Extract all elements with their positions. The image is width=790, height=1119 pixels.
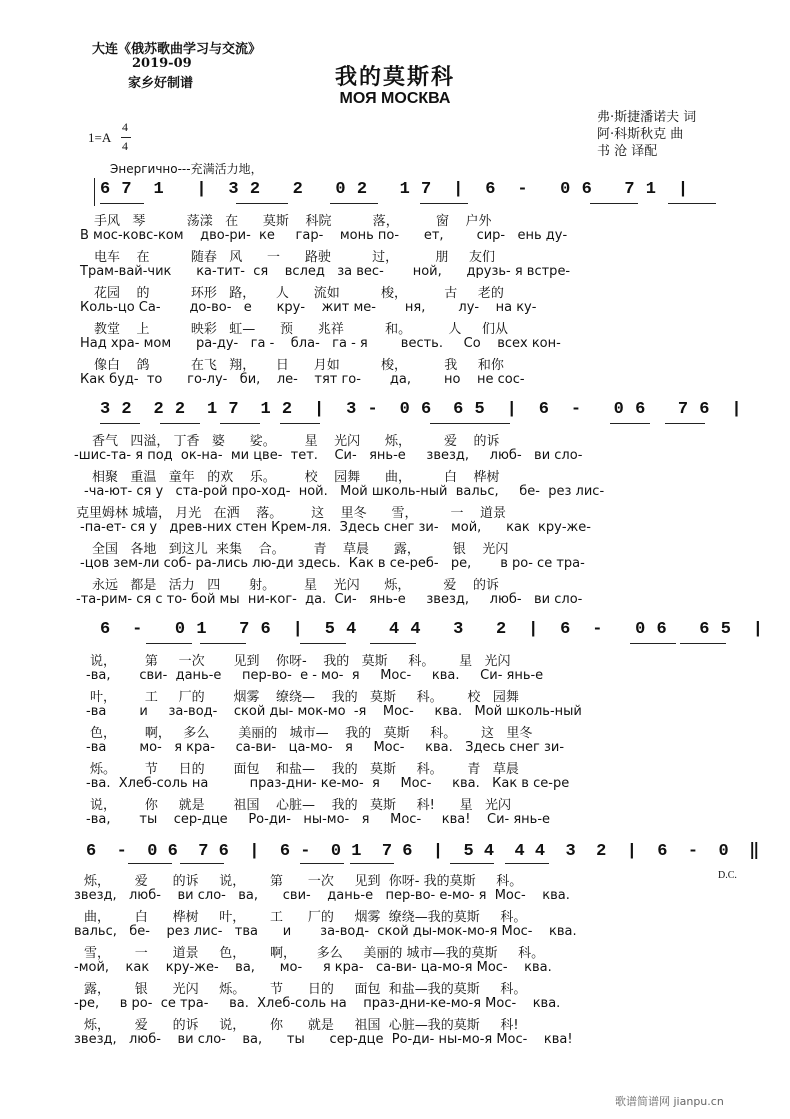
lyric-line: звезд, люб- ви сло- ва, сви- дань-е пер-во- е-мо- я Мос- ква. xyxy=(74,888,570,903)
lyric-line: -мой, как кру-же- ва, мо- я кра- са-ви- ца-мо-я Мос- ква. xyxy=(74,960,552,975)
lyric-line: -па-ет- ся у древ-них стен Крем-ля. Здесь снег зи- мой, как кру-же- xyxy=(80,520,591,535)
lyric-line: Трам-вай-чик ка-тит- ся вслед за вес- ной, друзь- я встре- xyxy=(80,264,571,279)
lyric-line: 香气 四溢， 丁香 婆 娑。 星 光闪 烁， 爱 的诉 xyxy=(92,434,500,449)
beam-line xyxy=(330,203,378,204)
lyric-line: 花园 的 环形 路， 人 流如 梭， 古 老的 xyxy=(94,286,504,301)
lyric-line: 相聚 重温 童年 的欢 乐。 校 园舞 曲， 白 桦树 xyxy=(92,470,500,485)
lyric-line: 叶， 工 厂的 烟雾 缭绕— 我的 莫斯 科。 校 园舞 xyxy=(90,690,519,705)
beam-line xyxy=(280,423,320,424)
lyric-line: -шис-та- я под ок-на- ми цве- тет. Си- янь-е звезд, люб- ви сло- xyxy=(74,448,583,463)
lyric-line: 永远 都是 活力 四 射。 星 光闪 烁， 爱 的诉 xyxy=(92,578,499,593)
beam-line xyxy=(680,643,726,644)
lyric-line: 烁， 爱 的诉 说， 第 一次 见到 你呀- 我的莫斯 科。 xyxy=(84,874,523,889)
credit-music: 阿·科斯秋克 曲 xyxy=(597,127,684,142)
beam-line xyxy=(668,203,716,204)
beam-line xyxy=(420,203,468,204)
lyric-line: -ва мо- я кра- са-ви- ца-мо- я Мос- ква. Здесь снег зи- xyxy=(86,740,565,755)
notes-row: 3 2 2 2 1 7 1 2 | 3 - 0 6 6 5 | 6 - 0 6 7 6 | xyxy=(100,400,743,419)
beam-line xyxy=(350,863,394,864)
beam-line xyxy=(160,423,200,424)
lyric-line: звезд, люб- ви сло- ва, ты сер-дце Ро-ди- ны-мо-я Мос- ква! xyxy=(74,1032,573,1047)
lyric-line: 电车 在 随春 风 一 路驶 过， 朋 友们 xyxy=(94,250,496,265)
beam-line xyxy=(220,423,260,424)
beam-line xyxy=(236,203,288,204)
lyric-line: -ва, сви- дань-е пер-во- е - мо- я Мос- ква. Си- янь-е xyxy=(86,668,544,683)
lyric-line: 曲， 白 桦树 叶， 工 厂的 烟雾 缭绕—我的莫斯 科。 xyxy=(84,910,527,925)
lyric-line: 色， 啊， 多么 美丽的 城市— 我的 莫斯 科。 这 里冬 xyxy=(90,726,533,741)
lyric-line: 教堂 上 映彩 虹— 预 兆祥 和。 人 们从 xyxy=(94,322,509,337)
lyric-line: 克里姆林 城墙， 月光 在洒 落。 这 里冬 雪， 一 道景 xyxy=(76,506,507,521)
lyric-line: -ва, ты сер-дце Ро-ди- ны-мо- я Мос- ква! Си- янь-е xyxy=(86,812,551,827)
beam-line xyxy=(200,643,246,644)
barline xyxy=(94,178,95,206)
beam-line xyxy=(450,863,494,864)
lyric-line: Как буд- то го-лу- би, ле- тят го- да, но не сос- xyxy=(80,372,525,387)
beam-line xyxy=(665,423,705,424)
beam-line xyxy=(430,423,470,424)
meter-top: 4 xyxy=(122,120,128,134)
beam-line xyxy=(300,643,346,644)
source-line1: 大连《俄苏歌曲学习与交流》 xyxy=(92,42,262,57)
lyric-line: вальс, бе- рез лис- тва и за-вод- ской ды-мок-мо-я Мос- ква. xyxy=(74,924,577,939)
lyric-line: Над хра- мом ра-ду- га - бла- га - я весть. Со всех кон- xyxy=(80,336,561,351)
lyric-line: 像白 鸽 在飞 翔， 日 月如 梭， 我 和你 xyxy=(94,358,504,373)
lyric-line: 雪， 一 道景 色， 啊， 多么 美丽的 城市—我的莫斯 科。 xyxy=(84,946,545,961)
beam-line xyxy=(146,643,192,644)
lyric-line: -ва и за-вод- ской ды- мок-мо -я Мос- ква. Мой школь-ный xyxy=(86,704,582,719)
beam-line xyxy=(100,423,140,424)
credit-translator: 书 沧 译配 xyxy=(597,144,658,159)
beam-line xyxy=(370,643,416,644)
lyric-line: 说， 你 就是 祖国 心脏— 我的 莫斯 科! 星 光闪 xyxy=(90,798,512,813)
beam-line xyxy=(610,423,650,424)
beam-line xyxy=(180,863,224,864)
meter-divider xyxy=(121,137,131,138)
beam-line xyxy=(590,203,638,204)
beam-line xyxy=(505,863,549,864)
watermark-footer: 歌谱简谱网 jianpu.cn xyxy=(615,1095,724,1108)
tempo-marking: Энергично---充满活力地， xyxy=(110,162,263,176)
lyric-line: -цов зем-ли соб- ра-лись лю-ди здесь. Как в се-реб- ре, в ро- се тра- xyxy=(80,556,585,571)
meter-bottom: 4 xyxy=(122,139,128,153)
source-line3: 家乡好制谱 xyxy=(128,76,194,91)
beam-line xyxy=(128,863,172,864)
lyric-line: 说， 第 一次 见到 你呀- 我的 莫斯 科。 星 光闪 xyxy=(90,654,511,669)
notes-row: 6 - 0 6 7 6 | 6 - 0 1 7 6 | 5 4 4 4 3 2 | 6 - 0 ‖ xyxy=(86,842,760,861)
lyric-line: -ча-ют- ся у ста-рой про-ход- ной. Мой школь-ный вальс, бе- рез лис- xyxy=(84,484,605,499)
notes-row: 6 7 1 | 3 2 2 0 2 1 7 | 6 - 0 6 7 1 | xyxy=(100,180,689,199)
lyric-line: 烁， 爱 的诉 说， 你 就是 祖国 心脏—我的莫斯 科! xyxy=(84,1018,519,1033)
source-line2: 2019-09 xyxy=(132,56,192,71)
notes-row: 6 - 0 1 7 6 | 5 4 4 4 3 2 | 6 - 0 6 6 5 | xyxy=(100,620,764,639)
page-title: 我的莫斯科 xyxy=(334,64,455,90)
da-capo-mark: D.C. xyxy=(718,870,737,881)
lyric-line: -ре, в ро- се тра- ва. Хлеб-соль на праз-дни-ке-мо-я Мос- ква. xyxy=(74,996,561,1011)
lyric-line: 手风 琴 荡漾 在 莫斯 科院 落， 窗 户外 xyxy=(94,214,492,229)
lyric-line: Коль-цо Са- до-во- е кру- жит ме- ня, лу- на ку- xyxy=(80,300,537,315)
lyric-line: 露， 银 光闪 烁。 节 日的 面包 和盐—我的莫斯 科。 xyxy=(84,982,527,997)
lyric-line: -та-рим- ся с то- бой мы ни-ког- да. Си- янь-е звезд, люб- ви сло- xyxy=(76,592,583,607)
credit-lyrics: 弗·斯捷潘诺夫 词 xyxy=(597,110,697,125)
beam-line xyxy=(630,643,676,644)
lyric-line: В мос-ковс-ком дво-ри- ке гар- монь по- ет, сир- ень ду- xyxy=(80,228,568,243)
beam-line xyxy=(470,423,510,424)
lyric-line: -ва. Хлеб-соль на праз-дни- ке-мо- я Мос- ква. Как в се-ре xyxy=(86,776,570,791)
lyric-line: 烁。 节 日的 面包 和盐— 我的 莫斯 科。 青 草晨 xyxy=(90,762,519,777)
page-subtitle: МОЯ МОСКВА xyxy=(339,90,451,107)
lyric-line: 全国 各地 到这儿 来集 合。 青 草晨 露， 银 光闪 xyxy=(92,542,509,557)
beam-line xyxy=(100,203,144,204)
key-signature: 1=A xyxy=(88,130,112,145)
beam-line xyxy=(300,863,344,864)
